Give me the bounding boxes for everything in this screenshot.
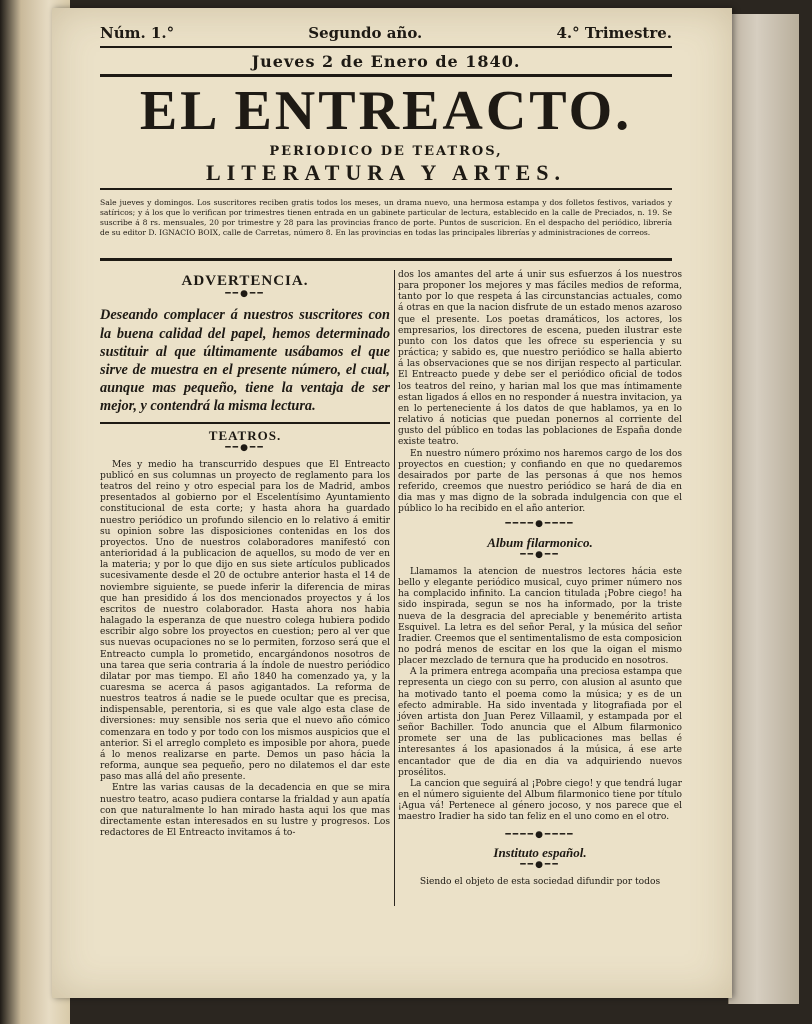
album-paragraph-1: Llamamos la atencion de nuestros lectores hácia este bello y elegante periódico musical, cuyo primer número nos ha complacido infinito. La cancion titulada ¡Pobre ciego! ha sido inspirada, segun se nos ha informado, por la triste nueva de la desgracia del apreciable y benemérito artista Esquivel. La letra es del señor Peral, y la música del señor Iradier. Creemos que el sentimentalismo de esta composicion no podrá menos de escitar en los que la oigan el mismo placer mezclado de ternura que ha producido en nosotros. xyxy=(398,566,682,667)
column-divider xyxy=(394,270,395,906)
ornament-divider: ━━━━●━━━━ xyxy=(505,519,575,530)
rule-top xyxy=(100,46,672,48)
rule-under-date xyxy=(100,74,672,77)
instituto-heading: Instituto español. xyxy=(493,844,587,860)
issue-date: Jueves 2 de Enero de 1840. xyxy=(251,52,521,71)
newspaper-title: EL ENTREACTO. xyxy=(139,80,633,142)
advertencia-heading: ADVERTENCIA. xyxy=(181,273,309,289)
ornament-divider: ━━●━━ xyxy=(520,549,560,560)
teatros-paragraph-4: En nuestro número próximo nos haremos cargo de los dos proyectos en cuestion; y confiando en que no quedaremos desairados por parte de las personas á que nos hemos referido, creemos que nuestro periódico se hará de dia en dia mas y mas digno de la sobrada indulgencia con que el público lo ha recibido en el año anterior. xyxy=(398,448,682,515)
album-heading: Album filarmonico. xyxy=(487,534,593,550)
issue-number: Núm. 1.° xyxy=(100,24,175,42)
year-label: Segundo año. xyxy=(308,24,423,42)
left-column xyxy=(100,270,390,839)
section-rule xyxy=(100,422,390,424)
instituto-text: Siendo el objeto de esta sociedad difundir por todos xyxy=(419,876,661,887)
right-column xyxy=(398,270,682,888)
subscription-notice: Sale jueves y domingos. Los suscritores reciben gratis todos los meses, un drama nuevo, una hermosa estampa y dos folletos festivos, variados y satíricos; y á los que lo verifican por trimestres tienen entrada en un gabinete particular de lectura, establecido en la calle de Preciados, n. 19. Se suscribe á 8 rs. mensuales, 20 por trimestre y 28 para las provincias franco de porte. Puntos de suscricion. En el despacho del periódico, librería de su editor D. IGNACIO BOIX, calle de Carretas, número 8. En las provincias en todas las principales librerías y administraciones de correos. xyxy=(100,198,672,237)
teatros-paragraph-1: Mes y medio ha transcurrido despues que El Entreacto publicó en sus columnas un proyecto de reglamento para los teatros del reino y otro especial para los de Madrid, ambos presentados al gobierno por el Escelentísimo Ayuntamiento constitucional de esta corte; y hasta ahora ha guardado nuestro periódico un profundo silencio en lo relativo á emitir su opinion sobre las disposiciones contenidas en los dos proyectos. Uno de nuestros colaboradores manifestó con anterioridad á la publicacion de aquellos, su modo de ver en la materia; y por lo que dijo en sus siete artículos publicados sucesivamente desde el 20 de octubre anterior hasta el 14 de noviembre siguiente, se puede inferir la diferencia de miras que han presidido á los dos mencionados proyectos y á los escritos de nuestro colaborador. Hasta ahora nos habia halagado la esperanza de que nuestro colega hubiera podido escribir algo sobre los proyectos en cuestion; pero al ver que sus nuevas ocupaciones no se lo permiten, forzoso será que el Entreacto cumpla lo prometido, encargándonos nosotros de una tarea que seria contraria á la índole de nuestro periódico dilatar por mas tiempo. El año 1840 ha comenzado ya, y la cuaresma se acerca á pasos agigantados. La reforma de nuestros teatros á nadie se le puede ocultar que es precisa, indispensable, perentoria, si es que vale algo esta clase de diversiones: muy sensible nos seria que el nuevo año cómico comenzara en todo y por todo con los mismos auspicios que el anterior. Si el arreglo completo es imposible por ahora, puede á lo menos realizarse en parte. Demos un paso hácia la reforma, aunque sea pequeño, pero no dilatemos el dar este paso mas allá del año presente. xyxy=(100,459,390,783)
newspaper-page xyxy=(52,8,732,998)
teatros-paragraph-3: dos los amantes del arte á unir sus esfuerzos á los nuestros para proponer los mejores y mas fáciles medios de reforma, tanto por lo que respeta á las circunstancias actuales, como á otras en que la nacion disfrute de un estado menos azaroso que el presente. Los poetas dramáticos, los actores, los empresarios, los directores de escena, pueden ilustrar este punto con los datos que les ofrece su esperiencia y su práctica; y sabido es, que nuestro periódico se halla abierto á las observaciones que se nos dirijan respecto al particular. El Entreacto puede y debe ser el periódico oficial de todos los teatros del reino, y harian mal los que mas íntimamente estan ligados á ellos en no responder á nuestra invitacion, ya en lo perteneciente á los datos de que hablamos, ya en lo relativo á noticias que puedan ponernos al corriente del gusto del público en todas las poblaciones de España donde existe teatro. xyxy=(398,270,682,448)
ornament-divider: ━━━━●━━━━ xyxy=(505,829,575,840)
album-paragraph-2: A la primera entrega acompaña una preciosa estampa que representa un ciego con su perro, con alusion al asunto que ha motivado tanto el poema como la música; y es de un efecto admirable. Ha sido inventada y litografiada por el jóven artista don Juan Perez Villaamil, y estampada por el señor Bachiller. Todo anuncia que el Album filarmonico promete ser una de las publicaciones mas bellas é interesantes á los apasionados á la música, á ese arte encantador que de dia en dia va adquiriendo nuevos prosélitos. xyxy=(398,667,682,778)
teatros-paragraph-2: Entre las varias causas de la decadencia en que se mira nuestro teatro, acaso pudiera contarse la frialdad y aun apatía con que naturalmente lo han mirado hasta aqui los que mas directamente estan interesados en su lustre y progresos. Los redactores de El Entreacto invitamos á to- xyxy=(100,783,390,838)
album-paragraph-3: La cancion que seguirá al ¡Pobre ciego! y que tendrá lugar en el número siguiente del Album filarmonico tiene por título ¡Agua vá! Pertenece al género jocoso, y nos parece que el maestro Iradier ha sido tan feliz en el uno como en el otro. xyxy=(398,778,682,823)
rule-above-notice xyxy=(100,188,672,190)
ornament-divider: ━━●━━ xyxy=(520,859,560,870)
ornament-divider: ━━●━━ xyxy=(225,442,265,453)
teatros-heading: TEATROS. xyxy=(208,427,282,443)
newspaper-subtitle-arts: LITERATURA Y ARTES. xyxy=(206,160,566,185)
trimester-label: 4.° Trimestre. xyxy=(556,24,672,42)
advertencia-text: Deseando complacer á nuestros suscritores con la buena calidad del papel, hemos determinado sustituir al que últimamente usábamos el que sirve de muestra en el presente número, el cual, aunque mas pequeño, tiene la ventaja de ser mejor, y contendrá la misma lectura. xyxy=(100,307,390,415)
book-pages-right xyxy=(728,14,799,1004)
newspaper-subtitle: PERIODICO DE TEATROS, xyxy=(269,144,503,159)
rule-below-notice xyxy=(100,258,672,261)
masthead-top-line xyxy=(100,22,672,44)
ornament-divider: ━━●━━ xyxy=(225,289,265,300)
